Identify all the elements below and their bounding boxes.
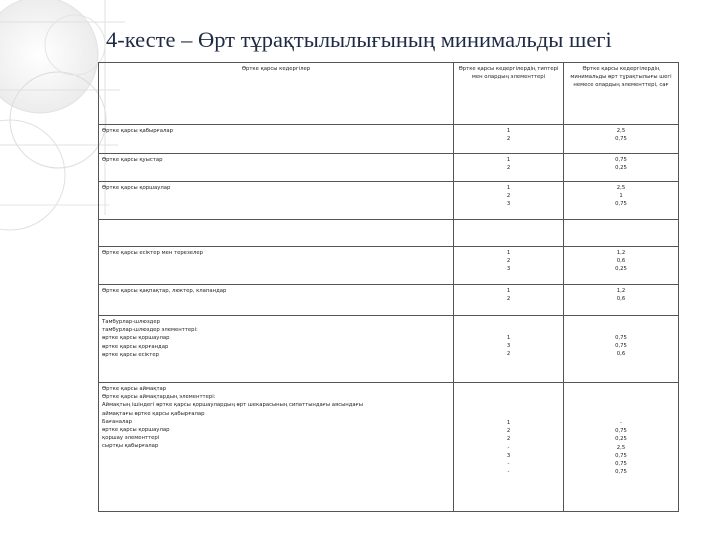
row-types: 1 2 2 - 3 - - <box>454 383 564 512</box>
row-limits: 2,5 1 0,75 <box>564 182 679 220</box>
row-name: Өртке қарсы аймақтар Өртке қарсы аймақтардың элементтері: Аймақтың ішіндегі өртке қарсы қоршаулардың өрт шекарасының сипаттындағы аясындағы аймақтағы өртке қарсы қабырғалар Бағаналар өртке қарсы қоршаулар қоршау элементтері сыртқы қабырғалар <box>99 383 454 512</box>
header-barriers: Өртке қарсы кедергілер <box>99 63 454 125</box>
table-row <box>99 247 679 285</box>
row-types: 1 2 <box>454 154 564 182</box>
row-name: Өртке қарсы қоршаулар <box>99 182 454 220</box>
row-name <box>99 220 454 247</box>
table-row <box>99 383 679 512</box>
row-name: Өртке қарсы қабырғалар <box>99 125 454 154</box>
row-name: Өртке қарсы есіктер мен терезелер <box>99 247 454 285</box>
row-types: 1 2 3 <box>454 247 564 285</box>
header-limits: Өртке қарсы кедергілердің минимальды өрт тұрақтылығы шегі немесе олардың элементтері, сағ <box>564 63 679 125</box>
fire-resistance-table <box>98 62 679 512</box>
row-name: Тамбурлар-шлюздер тамбурлар-шлюздер элементтері: өртке қарсы қоршаулар өртке қарсы қорғандар өртке қарсы есіктер <box>99 316 454 383</box>
row-name: Өртке қарсы қуыстар <box>99 154 454 182</box>
table-row <box>99 125 679 154</box>
row-types: 1 2 <box>454 125 564 154</box>
row-types: 1 3 2 <box>454 316 564 383</box>
row-types: 1 2 <box>454 285 564 316</box>
row-limits <box>564 220 679 247</box>
table-row <box>99 154 679 182</box>
table-row <box>99 182 679 220</box>
row-name: Өртке қарсы қақпақтар, люктер, клапандар <box>99 285 454 316</box>
row-types <box>454 220 564 247</box>
row-limits: - 0,75 0,25 2,5 0,75 0,75 0,75 <box>564 383 679 512</box>
table-header-row <box>99 63 679 125</box>
row-limits: 1,2 0,6 <box>564 285 679 316</box>
row-limits: 2,5 0,75 <box>564 125 679 154</box>
table-row <box>99 316 679 383</box>
row-types: 1 2 3 <box>454 182 564 220</box>
row-limits: 0,75 0,25 <box>564 154 679 182</box>
page-title: 4-кесте – Өрт тұрақтылылығының минимальды шегі <box>106 27 612 52</box>
table-row-empty <box>99 220 679 247</box>
row-limits: 0,75 0,75 0,6 <box>564 316 679 383</box>
header-types: Өртке қарсы кедергілердің типтері мен олардың элементтері <box>454 63 564 125</box>
row-limits: 1,2 0,6 0,25 <box>564 247 679 285</box>
table-row <box>99 285 679 316</box>
